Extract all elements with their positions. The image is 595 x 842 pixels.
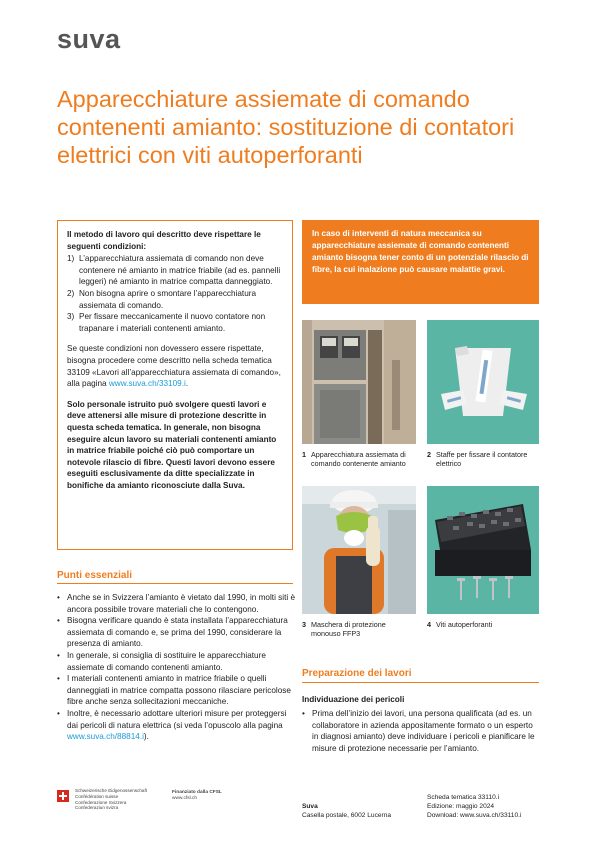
page-title: Apparecchiature assiemate di comando contenenti amianto: sostituzione di contatori elettrici con viti autoperforanti: [57, 86, 515, 168]
key-point-item: • In generale, si consiglia di sostituire le apparecchiature assiemate di comando contenenti amianto.: [57, 650, 295, 673]
key-point-item: • I materiali contenenti amianto in matrice friabile o quelli danneggiati in matrice compatta possono rilasciare pericolose fibre anche senza sollecitazioni meccaniche.: [57, 673, 295, 708]
key-points-divider: [57, 583, 293, 584]
photo-ffp3-mask-worker: [302, 486, 416, 614]
download-link[interactable]: Download: www.suva.ch/33110.i: [427, 812, 522, 819]
fiber-release-notice: In caso di interventi di natura meccanica su apparecchiature assiemate di comando contenenti amianto bisogna tener conto di un potenziale rilascio di fibre, la cui inalazione può causare malattie gravi.: [302, 220, 539, 304]
photo-mounting-brackets: [427, 320, 539, 444]
figure-caption-2: 2 Staffe per fissare il contatore elettrico: [427, 450, 528, 468]
worker-illustration: [302, 486, 416, 614]
key-point-item: • Bisogna verificare quando è stata installata l’apparecchiatura assiemata di comando e, se prima del 1990, considerare la presenza di amianto.: [57, 615, 295, 650]
brackets-illustration: [427, 320, 539, 444]
document-meta: Scheda tematica 33110.i Edizione: maggio 2024 Download: www.suva.ch/33110.i: [427, 794, 522, 819]
figure-caption-4: 4 Viti autoperforanti: [427, 620, 493, 629]
key-points-list: [57, 592, 295, 743]
condition-item: 3) Per fissare meccanicamente il nuovo contatore non trapanare i materiali contenenti amianto.: [67, 312, 266, 333]
link-33109[interactable]: www.suva.ch/33109.i: [108, 379, 186, 389]
key-points-heading: Punti essenziali: [57, 570, 133, 581]
swiss-confederation-text: Schweizerische Eidgenossenschaft Confédération suisse Confederazione Svizzera Confederaziun svizra: [75, 788, 148, 811]
condition-item: 1) L’apparecchiatura assiemata di comando non deve contenere né amianto in matrice friabile (ad es. pannelli leggeri) né amianto in matrice compatta danneggiato.: [67, 254, 281, 287]
preparation-divider: [302, 682, 539, 683]
photo-switchgear-cabinet: [302, 320, 416, 444]
hazard-identification-subheading: Individuazione dei pericoli: [302, 695, 405, 704]
swiss-confederation-mark: [57, 788, 155, 811]
publisher-address: Suva Casella postale, 6002 Lucerna: [302, 803, 392, 819]
figure-caption-3: 3 Maschera di protezione monouso FFP3: [302, 620, 386, 638]
swiss-flag-icon: [57, 790, 69, 802]
qualified-staff-text: Solo personale istruito può svolgere questi lavori e deve attenersi alle misure di protezione descritte in questa scheda tematica. In generale, non bisogna eseguire alcun lavoro su materiali contenenti amianto in matrice friabile poiché ciò può comportare un notevole rilascio di fibre. Questi lavori devono essere eseguiti esclusivamente da ditte specializzate in bonifiche da amianto riconosciute dalla Suva.: [67, 399, 277, 490]
conditions-intro: Il metodo di lavoro qui descritto deve rispettare le seguenti condizioni:: [67, 230, 261, 251]
condition-item: 2) Non bisogna aprire o smontare l’apparecchiatura assiemata di comando.: [67, 288, 257, 310]
key-point-item: • Inoltre, è necessario adottare ulteriori misure per proteggersi dai pericoli di natura elettrica (si veda l’opuscolo alla pagina www.suva.ch/88814.i).: [57, 708, 295, 743]
cfsl-link[interactable]: www.cfsl.ch: [172, 796, 198, 801]
alternative-procedure-text: Se queste condizioni non dovessero essere rispettate, bisogna procedere come descritto nella scheda tematica 33109 «Lavori all’apparecchiatura assiemata di comando», alla pagina www.suva.ch/33109.i.: [67, 344, 281, 389]
suva-logo: suva: [57, 24, 121, 54]
key-point-item: • Anche se in Svizzera l’amianto è vietato dal 1990, in molti siti è ancora possibile trovare materiali che lo contengono.: [57, 592, 295, 615]
switchgear-illustration: [302, 320, 416, 444]
figure-caption-1: 1 Apparecchiatura assiemata di comando contenente amianto: [302, 450, 406, 468]
preparation-list: [302, 708, 540, 754]
screws-illustration: [427, 486, 539, 614]
preparation-heading: Preparazione dei lavori: [302, 668, 412, 679]
photo-self-tapping-screws: [427, 486, 539, 614]
conditions-box: [57, 220, 293, 550]
conditions-list: [67, 253, 283, 334]
preparation-item: • Prima dell’inizio dei lavori, una persona qualificata (ad es. un collaboratore in azienda appositamente formato o un esperto in diagnosi amianto) deve individuare i pericoli e pianificare le misure di protezione necessarie per l’amianto.: [302, 708, 540, 754]
funding-note: Finanziato dalla CFSL www.cfsl.ch: [172, 790, 222, 801]
link-88814[interactable]: www.suva.ch/88814.i: [67, 732, 144, 742]
